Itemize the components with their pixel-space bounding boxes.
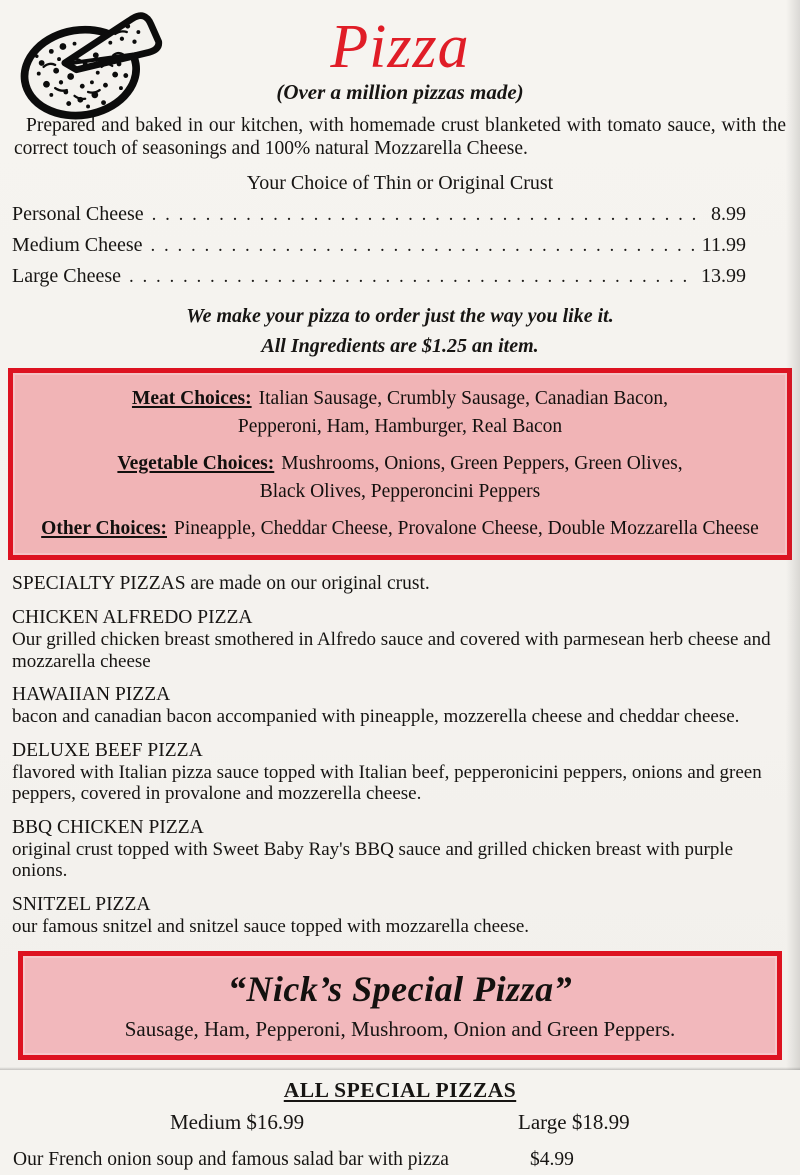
specialty-item-bbq-chicken [12,816,786,882]
choice-group-label: Vegetable Choices: [117,453,275,474]
nicks-special-toppings: Sausage, Ham, Pepperoni, Mushroom, Onion and Green Peppers. [124,1017,676,1041]
specialty-item-hawaiian [12,683,786,728]
item-name: Personal Cheese [12,203,144,225]
special-sizes-row [0,1110,800,1140]
specialty-item-chicken-alfredo [12,606,786,672]
addon-label: Our French onion soup and famous salad bar with pizza [13,1149,449,1170]
price-row [12,234,746,265]
choice-group-label: Other Choices: [41,518,167,539]
choice-line [23,515,777,543]
specialty-item-description: original crust topped with Sweet Baby Ray's BBQ sauce and grilled chicken breast with purple onions. [12,838,734,881]
specialty-item-name: SNITZEL PIZZA [12,893,151,915]
choice-line [23,385,777,413]
specialty-item-name: HAWAIIAN PIZZA [12,684,171,705]
dot-leader [151,234,694,257]
price-row [12,203,746,234]
specialty-item-description: flavored with Italian pizza sauce topped with Italian beef, pepperonicini peppers, onions and green peppers, covered in provalone and mozzerella cheese. [12,761,762,804]
specialty-item-description: bacon and canadian bacon accompanied with pineapple, mozzerella cheese and cheddar cheese. [12,706,740,727]
specialty-item-description: Our grilled chicken breast smothered in Alfredo sauce and covered with parmesean herb cheese and mozzarella cheese [12,629,771,672]
choice-group-label: Meat Choices: [131,388,252,409]
choice-group-vegetable [23,450,777,506]
order-notes [0,301,800,361]
topping-choices-box [8,368,792,560]
order-note-line: We make your pizza to order just the way you like it. [186,305,614,327]
item-price: 13.99 [701,265,746,287]
item-name: Large Cheese [12,265,122,287]
order-note-line: All Ingredients are $1.25 an item. [261,335,539,357]
price-row [12,265,746,296]
specialty-intro: SPECIALTY PIZZAS are made on our original crust. [12,573,430,594]
crust-choice-line: Your Choice of Thin or Original Crust [246,172,554,194]
page-subtitle: (Over a million pizzas made) [276,80,524,104]
nicks-special-box [18,951,782,1060]
specialty-item-name: BBQ CHICKEN PIZZA [12,816,204,838]
soup-salad-addon-row [0,1149,800,1175]
choice-group-items: Mushrooms, Onions, Green Peppers, Green Olives, [281,453,683,474]
choice-group-meat [23,385,777,441]
specialty-section [0,573,800,937]
dot-leader [129,265,693,288]
choice-group-items: Pepperoni, Ham, Hamburger, Real Bacon [237,416,563,437]
dot-leader [152,203,703,226]
specialty-item-deluxe-beef [12,739,786,805]
choice-group-items: Italian Sausage, Crumbly Sausage, Canadian Bacon, [258,388,669,409]
addon-price: $4.99 [530,1149,574,1170]
specialty-item-snitzel [12,893,786,938]
choice-group-other [23,515,777,543]
menu-header [0,0,800,110]
pizza-icon [12,3,168,121]
intro-paragraph: Prepared and baked in our kitchen, with homemade crust blanketed with tomato sauce, with the correct touch of seasonings and 100% natural Mozzarella Cheese. [14,115,786,159]
large-price: Large $18.99 [518,1110,630,1134]
item-price: 11.99 [701,234,746,256]
medium-price: Medium $16.99 [170,1110,305,1134]
all-special-pizzas-heading: ALL SPECIAL PIZZAS [283,1078,517,1102]
choice-group-items: Pineapple, Cheddar Cheese, Provalone Cheese, Double Mozzarella Cheese [174,518,759,539]
specialty-item-name: CHICKEN ALFREDO PIZZA [12,607,253,628]
specialty-item-description: our famous snitzel and snitzel sauce topped with mozzarella cheese. [12,915,530,937]
page-title: Pizza [330,13,470,81]
specialty-item-name: DELUXE BEEF PIZZA [12,739,203,761]
cheese-price-list [0,195,800,296]
choice-group-items: Black Olives, Pepperoncini Peppers [259,481,541,502]
item-price: 8.99 [711,203,746,225]
nicks-special-title: “Nick’s Special Pizza” [227,969,573,1009]
choice-line [23,450,777,478]
item-name: Medium Cheese [12,234,143,256]
